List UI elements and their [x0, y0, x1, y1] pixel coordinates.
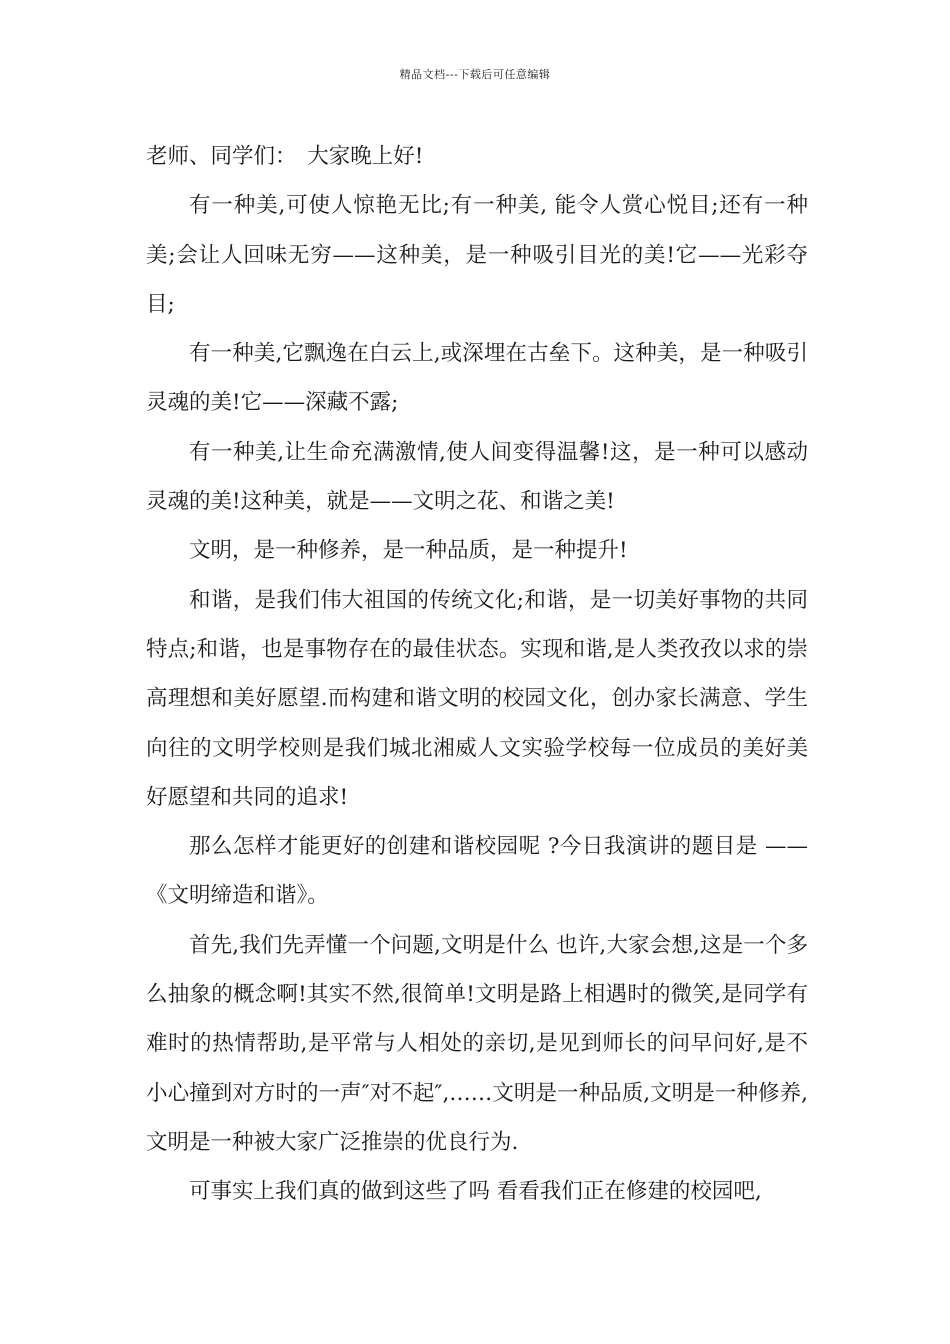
page-header: 精品文档---下载后可任意编辑: [399, 68, 551, 81]
body-paragraph: 有一种美,可使人惊艳无比;有一种美, 能令人赏心悦目;还有一种美;会让人回味无穷——这种美，是一种吸引目光的美!它——光彩夺目;: [146, 193, 808, 317]
body-paragraph: 有一种美,让生命充满激情,使人间变得温馨!这，是一种可以感动灵魂的美!这种美，就是——文明之花、和谐之美!: [146, 439, 808, 515]
body-paragraph: 文明，是一种修养，是一种品质，是一种提升!: [189, 538, 628, 564]
body-paragraph: 有一种美,它飘逸在白云上,或深埋在古垒下。这种美，是一种吸引灵魂的美!它——深藏不露;: [146, 341, 808, 416]
body-paragraph: 可事实上我们真的做到这些了吗 看看我们正在修建的校园吧,: [189, 1179, 762, 1205]
body-paragraph: 那么怎样才能更好的创建和谐校园呢 ?今日我演讲的题目是 ——《文明缔造和谐》。: [146, 834, 808, 909]
document-body: [146, 132, 808, 1217]
body-paragraph: 和谐，是我们伟大祖国的传统文化;和谐，是一切美好事物的共同特点;和谐，也是事物存在的最佳状态。实现和谐,是人类孜孜以求的崇高理想和美好愿望.而构建和谐文明的校园文化，创办家长满意、学生向往的文明学校则是我们城北湘威人文实验学校每一位成员的美好美好愿望和共同的追求!: [146, 587, 808, 810]
greeting-paragraph: 老师、同学们： 大家晚上好!: [146, 144, 424, 169]
body-paragraph: 首先,我们先弄懂一个问题,文明是什么 也许,大家会想,这是一个多么抽象的概念啊!其实不然,很简单!文明是路上相遇时的微笑,是同学有难时的热情帮助,是平常与人相处的亲切,是见到师长的问早问好,是不小心撞到对方时的一声″对不起″,……文明是一种品质,文明是一种修养,文明是一种被大家广泛推崇的优良行为.: [146, 932, 808, 1155]
